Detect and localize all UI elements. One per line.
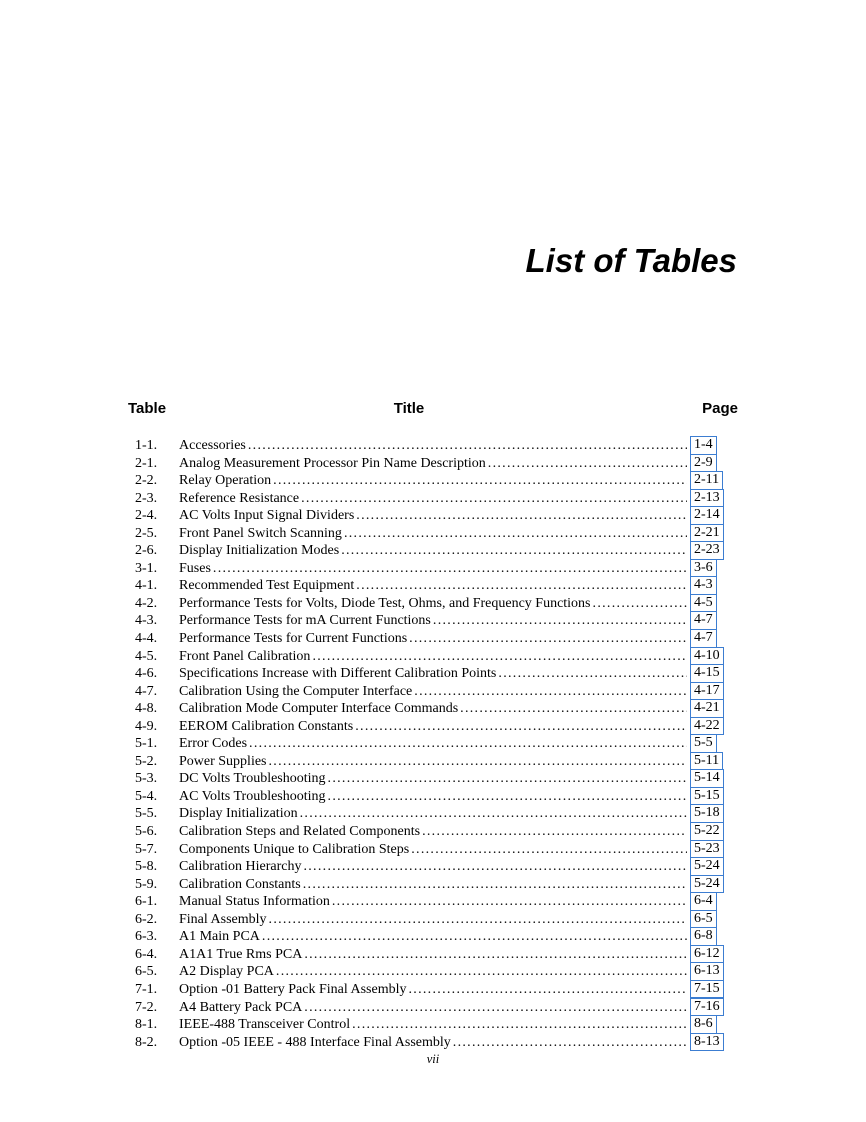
toc-entry-title: Option -01 Battery Pack Final Assembly xyxy=(179,981,407,997)
toc-entry-title: Recommended Test Equipment xyxy=(179,578,355,594)
toc-row xyxy=(135,665,735,683)
dot-leader xyxy=(303,876,687,894)
toc-entry-title: A1A1 True Rms PCA xyxy=(179,946,303,962)
toc-page-link[interactable]: 2-21 xyxy=(690,524,724,543)
dot-leader xyxy=(304,999,687,1017)
toc-entry-title: Calibration Constants xyxy=(179,876,301,892)
toc-row xyxy=(135,963,735,981)
toc-row xyxy=(135,753,735,771)
toc-entry-title: IEEE-488 Transceiver Control xyxy=(179,1017,351,1033)
dot-leader xyxy=(409,630,687,648)
toc-entry-title: Power Supplies xyxy=(179,753,267,769)
toc-entry-number: 4-8. xyxy=(135,701,158,717)
toc-entry-number: 2-1. xyxy=(135,455,158,471)
toc-entry-title: Error Codes xyxy=(179,736,248,752)
toc-entry-title: A4 Battery Pack PCA xyxy=(179,999,303,1015)
toc-entry-title: Option -05 IEEE - 488 Interface Final Assembly xyxy=(179,1034,451,1050)
toc-entry-title: AC Volts Troubleshooting xyxy=(179,788,326,804)
toc-row-main xyxy=(135,858,687,876)
toc-row xyxy=(135,683,735,701)
toc-entry-title: Performance Tests for Volts, Diode Test, Ohms, and Frequency Functions xyxy=(179,595,591,611)
toc-entry-number: 5-4. xyxy=(135,788,158,804)
toc-page-link[interactable]: 1-4 xyxy=(690,436,717,455)
toc-entry-title: A2 Display PCA xyxy=(179,964,274,980)
toc-entry-number: 8-1. xyxy=(135,1017,158,1033)
toc-row-main xyxy=(135,963,687,981)
toc-entry-number: 5-6. xyxy=(135,824,158,840)
toc-row-main xyxy=(135,911,687,929)
toc-entry-number: 7-1. xyxy=(135,981,158,997)
toc-row-main xyxy=(135,683,687,701)
dot-leader xyxy=(300,805,687,823)
toc-entry-number: 4-5. xyxy=(135,648,158,664)
toc-entry-title: Performance Tests for mA Current Functions xyxy=(179,613,431,629)
toc-row xyxy=(135,770,735,788)
toc-page-link[interactable]: 4-5 xyxy=(690,594,717,613)
toc-entry-number: 5-8. xyxy=(135,859,158,875)
toc-entry-number: 4-4. xyxy=(135,631,158,647)
toc-row-main xyxy=(135,770,687,788)
toc-row xyxy=(135,490,735,508)
toc-header-page: Page xyxy=(702,400,738,417)
toc-row xyxy=(135,718,735,736)
table-of-tables-list xyxy=(135,437,735,1051)
toc-page-link[interactable]: 4-7 xyxy=(690,629,717,648)
dot-leader xyxy=(248,437,687,455)
toc-row xyxy=(135,946,735,964)
toc-entry-title: Specifications Increase with Different Calibration Points xyxy=(179,666,497,682)
dot-leader xyxy=(352,1016,687,1034)
toc-page-link[interactable]: 4-17 xyxy=(690,682,724,701)
toc-row xyxy=(135,525,735,543)
toc-page-link[interactable]: 4-22 xyxy=(690,717,724,736)
toc-page-link[interactable]: 4-15 xyxy=(690,664,724,683)
toc-page-link[interactable]: 5-23 xyxy=(690,840,724,859)
toc-row xyxy=(135,577,735,595)
toc-entry-number: 6-5. xyxy=(135,964,158,980)
toc-entry-number: 6-3. xyxy=(135,929,158,945)
toc-entry-number: 4-9. xyxy=(135,718,158,734)
toc-row-main xyxy=(135,437,687,455)
toc-entry-number: 4-7. xyxy=(135,683,158,699)
toc-entry-number: 6-1. xyxy=(135,894,158,910)
toc-row-main xyxy=(135,876,687,894)
document-title: List of Tables xyxy=(525,242,737,279)
toc-row-main xyxy=(135,577,687,595)
toc-entry-number: 5-3. xyxy=(135,771,158,787)
toc-row-main xyxy=(135,612,687,630)
toc-row xyxy=(135,928,735,946)
toc-page-link[interactable]: 8-6 xyxy=(690,1015,717,1034)
toc-entry-title: Display Initialization Modes xyxy=(179,543,340,559)
toc-page-link[interactable]: 5-11 xyxy=(690,752,723,771)
toc-entry-number: 2-4. xyxy=(135,508,158,524)
toc-entry-number: 5-2. xyxy=(135,753,158,769)
dot-leader xyxy=(301,490,687,508)
toc-entry-number: 4-2. xyxy=(135,595,158,611)
toc-row-main xyxy=(135,788,687,806)
toc-row-main xyxy=(135,946,687,964)
toc-page-link[interactable]: 3-6 xyxy=(690,559,717,578)
toc-row xyxy=(135,1016,735,1034)
dot-leader xyxy=(332,893,687,911)
toc-row xyxy=(135,595,735,613)
toc-row-main xyxy=(135,542,687,560)
toc-row-main xyxy=(135,735,687,753)
toc-entry-number: 1-1. xyxy=(135,438,158,453)
toc-entry-title: DC Volts Troubleshooting xyxy=(179,771,326,787)
toc-entry-title: Relay Operation xyxy=(179,473,272,489)
toc-page-link[interactable]: 6-4 xyxy=(690,892,717,911)
toc-entry-number: 5-9. xyxy=(135,876,158,892)
toc-row-main xyxy=(135,981,687,999)
toc-entry-number: 5-7. xyxy=(135,841,158,857)
toc-entry-title: Accessories xyxy=(179,438,246,453)
toc-page-link[interactable]: 4-10 xyxy=(690,647,724,666)
toc-row xyxy=(135,788,735,806)
toc-page-link[interactable]: 4-3 xyxy=(690,576,717,595)
toc-entry-number: 4-3. xyxy=(135,613,158,629)
page-number-footer: vii xyxy=(426,1052,440,1066)
toc-row-main xyxy=(135,999,687,1017)
dot-leader xyxy=(593,595,687,613)
toc-row-main xyxy=(135,753,687,771)
dot-leader xyxy=(422,823,687,841)
toc-entry-title: Performance Tests for Current Functions xyxy=(179,631,408,647)
toc-entry-number: 2-6. xyxy=(135,543,158,559)
toc-entry-title: Calibration Hierarchy xyxy=(179,859,302,875)
toc-page-link[interactable]: 6-12 xyxy=(690,945,724,964)
toc-row-main xyxy=(135,490,687,508)
toc-page-link[interactable]: 2-9 xyxy=(690,454,717,473)
toc-page-link[interactable]: 6-5 xyxy=(690,910,717,929)
toc-page-link[interactable]: 2-23 xyxy=(690,541,724,560)
dot-leader xyxy=(356,577,687,595)
toc-row-main xyxy=(135,718,687,736)
toc-row-main xyxy=(135,630,687,648)
toc-page-link[interactable]: 4-7 xyxy=(690,611,717,630)
dot-leader xyxy=(411,841,687,859)
toc-entry-number: 8-2. xyxy=(135,1034,158,1050)
toc-row xyxy=(135,630,735,648)
dot-leader xyxy=(408,981,687,999)
toc-row-main xyxy=(135,823,687,841)
toc-row xyxy=(135,700,735,718)
toc-row xyxy=(135,823,735,841)
toc-entry-number: 3-1. xyxy=(135,560,158,576)
toc-row-main xyxy=(135,841,687,859)
dot-leader xyxy=(312,648,687,666)
toc-row xyxy=(135,805,735,823)
toc-row-main xyxy=(135,455,687,473)
toc-page-link[interactable]: 6-8 xyxy=(690,927,717,946)
toc-row-main xyxy=(135,1034,687,1052)
toc-row xyxy=(135,911,735,929)
toc-entry-number: 2-2. xyxy=(135,473,158,489)
toc-entry-number: 5-1. xyxy=(135,736,158,752)
toc-page-link[interactable]: 5-22 xyxy=(690,822,724,841)
toc-entry-title: Front Panel Calibration xyxy=(179,648,311,664)
toc-entry-number: 4-1. xyxy=(135,578,158,594)
dot-leader xyxy=(356,507,687,525)
toc-row xyxy=(135,472,735,490)
dot-leader xyxy=(453,1034,687,1052)
dot-leader xyxy=(328,788,687,806)
dot-leader xyxy=(433,612,687,630)
toc-page-link[interactable]: 5-24 xyxy=(690,857,724,876)
toc-entry-title: Calibration Using the Computer Interface xyxy=(179,683,413,699)
toc-page-link[interactable]: 4-21 xyxy=(690,699,724,718)
dot-leader xyxy=(498,665,687,683)
toc-page-link[interactable]: 5-5 xyxy=(690,734,717,753)
toc-row-main xyxy=(135,595,687,613)
toc-entry-title: Components Unique to Calibration Steps xyxy=(179,841,410,857)
dot-leader xyxy=(460,700,687,718)
toc-entry-number: 7-2. xyxy=(135,999,158,1015)
toc-page-link[interactable]: 7-16 xyxy=(690,998,724,1017)
toc-row-main xyxy=(135,893,687,911)
toc-header-title: Title xyxy=(393,400,425,417)
toc-row-main xyxy=(135,507,687,525)
toc-entry-number: 2-3. xyxy=(135,490,158,506)
toc-page-link[interactable]: 8-13 xyxy=(690,1033,724,1052)
toc-entry-number: 2-5. xyxy=(135,525,158,541)
toc-row-main xyxy=(135,805,687,823)
dot-leader xyxy=(269,911,687,929)
toc-entry-title: Display Initialization xyxy=(179,806,298,822)
toc-page-link[interactable]: 5-15 xyxy=(690,787,724,806)
toc-entry-title: Manual Status Information xyxy=(179,894,330,910)
toc-row xyxy=(135,841,735,859)
toc-row xyxy=(135,999,735,1017)
dot-leader xyxy=(262,928,687,946)
toc-entry-title: A1 Main PCA xyxy=(179,929,260,945)
toc-header-table: Table xyxy=(128,400,167,417)
toc-page-link[interactable]: 2-11 xyxy=(690,471,723,490)
toc-page-link[interactable]: 5-24 xyxy=(690,875,724,894)
toc-row xyxy=(135,648,735,666)
toc-row xyxy=(135,1034,735,1052)
toc-row xyxy=(135,560,735,578)
dot-leader xyxy=(304,946,687,964)
toc-page-link[interactable]: 7-15 xyxy=(690,980,724,999)
dot-leader xyxy=(328,770,687,788)
toc-entry-number: 6-2. xyxy=(135,911,158,927)
dot-leader xyxy=(276,963,687,981)
toc-row-main xyxy=(135,472,687,490)
toc-row-main xyxy=(135,665,687,683)
dot-leader xyxy=(269,753,688,771)
toc-entry-number: 6-4. xyxy=(135,946,158,962)
toc-page-link[interactable]: 2-13 xyxy=(690,489,724,508)
toc-entry-title: EEROM Calibration Constants xyxy=(179,718,354,734)
toc-entry-title: Fuses xyxy=(179,560,211,576)
toc-row xyxy=(135,455,735,473)
toc-entry-title: Analog Measurement Processor Pin Name Description xyxy=(179,455,486,471)
dot-leader xyxy=(303,858,687,876)
dot-leader xyxy=(488,455,687,473)
toc-row-main xyxy=(135,525,687,543)
toc-row xyxy=(135,893,735,911)
toc-page-link[interactable]: 2-14 xyxy=(690,506,724,525)
dot-leader xyxy=(344,525,687,543)
dot-leader xyxy=(341,542,687,560)
toc-row xyxy=(135,735,735,753)
toc-row-main xyxy=(135,648,687,666)
toc-entry-title: AC Volts Input Signal Dividers xyxy=(179,508,355,524)
toc-entry-title: Calibration Steps and Related Components xyxy=(179,824,421,840)
toc-row-main xyxy=(135,1016,687,1034)
dot-leader xyxy=(355,718,687,736)
toc-page-link[interactable]: 5-14 xyxy=(690,769,724,788)
toc-row-main xyxy=(135,928,687,946)
toc-page-link[interactable]: 5-18 xyxy=(690,804,724,823)
dot-leader xyxy=(213,560,687,578)
toc-entry-number: 4-6. xyxy=(135,666,158,682)
toc-row xyxy=(135,507,735,525)
toc-row xyxy=(135,858,735,876)
dot-leader xyxy=(273,472,687,490)
toc-entry-title: Reference Resistance xyxy=(179,490,300,506)
toc-page-link[interactable]: 6-13 xyxy=(690,962,724,981)
toc-entry-title: Calibration Mode Computer Interface Commands xyxy=(179,701,459,717)
toc-row xyxy=(135,981,735,999)
toc-entry-title: Final Assembly xyxy=(179,911,267,927)
toc-row xyxy=(135,437,735,455)
toc-row xyxy=(135,612,735,630)
dot-leader xyxy=(249,735,687,753)
toc-column-headers xyxy=(128,400,738,420)
toc-row-main xyxy=(135,560,687,578)
toc-entry-title: Front Panel Switch Scanning xyxy=(179,525,342,541)
toc-row xyxy=(135,876,735,894)
toc-row-main xyxy=(135,700,687,718)
toc-row xyxy=(135,542,735,560)
dot-leader xyxy=(414,683,687,701)
toc-entry-number: 5-5. xyxy=(135,806,158,822)
